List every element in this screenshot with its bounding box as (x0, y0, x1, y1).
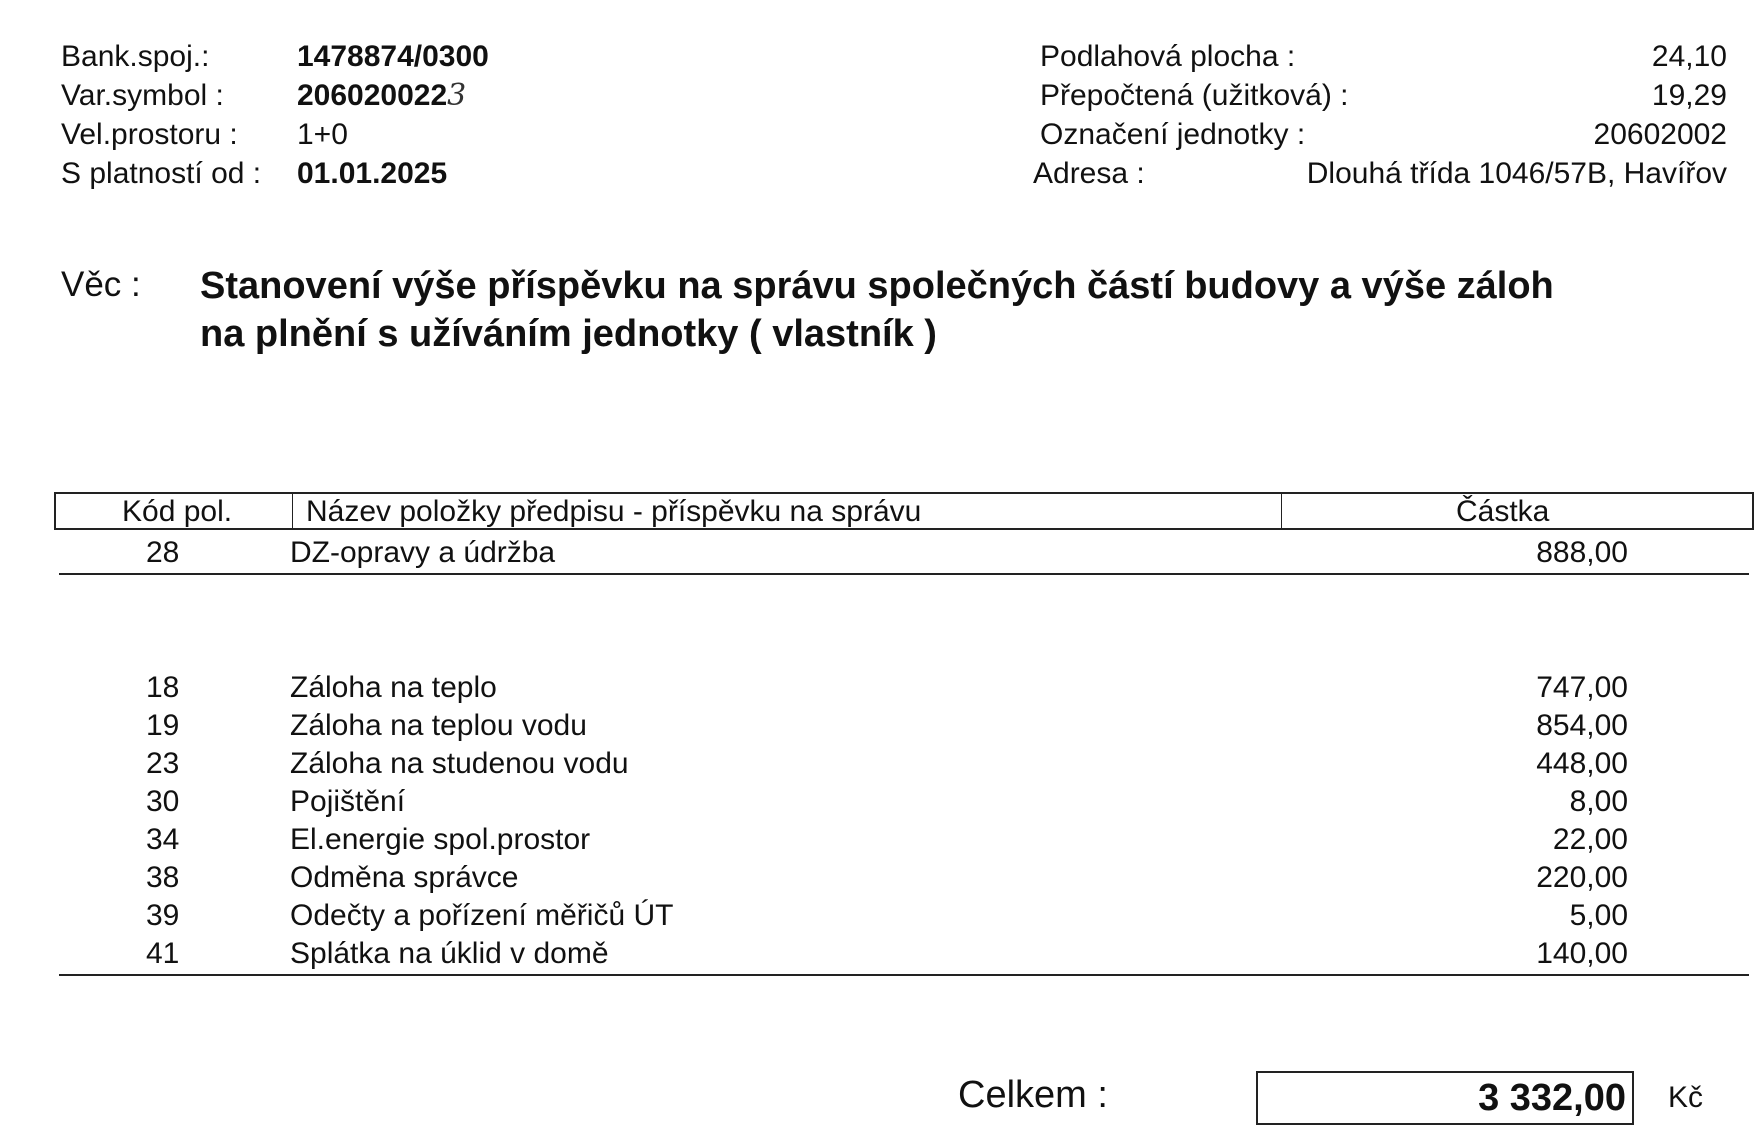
recalculated-area-label: Přepočtená (užitková) : (1040, 79, 1349, 112)
row-amount: 8,00 (1569, 785, 1628, 818)
address-label: Adresa : (1033, 157, 1145, 190)
bank-value: 1478874/0300 (297, 40, 489, 73)
floor-area-value: 24,10 (1651, 40, 1727, 73)
bank-label: Bank.spoj.: (61, 40, 210, 73)
var-symbol-label: Var.symbol : (61, 79, 224, 112)
room-size-value: 1+0 (297, 118, 348, 151)
total-label: Celkem : (958, 1074, 1108, 1116)
col-header-amount: Částka (1456, 495, 1550, 528)
row-amount: 854,00 (1536, 709, 1628, 742)
row-name: Odměna správce (290, 861, 519, 894)
row-amount: 5,00 (1569, 899, 1628, 932)
row-code: 38 (146, 861, 180, 894)
total-box (1256, 1071, 1634, 1125)
row-amount: 448,00 (1536, 747, 1628, 780)
valid-from-value: 01.01.2025 (297, 157, 448, 190)
row-amount: 747,00 (1536, 671, 1628, 704)
row-code: 30 (146, 785, 180, 818)
valid-from-label: S platností od : (61, 157, 262, 190)
row-code: 18 (146, 671, 180, 704)
row-amount: 140,00 (1536, 937, 1628, 970)
subject-line-1: Stanovení výše příspěvku na správu společných částí budovy a výše záloh (200, 265, 1554, 307)
row-name: Záloha na teplo (290, 671, 497, 704)
row-code: 34 (146, 823, 180, 856)
col-divider (1281, 494, 1282, 528)
row-code: 39 (146, 899, 180, 932)
floor-area-label: Podlahová plocha : (1040, 40, 1296, 73)
subject-line-2: na plnění s užíváním jednotky ( vlastník ) (200, 313, 937, 355)
row-name: Pojištění (290, 785, 406, 818)
row-code: 23 (146, 747, 180, 780)
row-name: Záloha na teplou vodu (290, 709, 587, 742)
var-symbol-handwritten-digit: 3 (447, 78, 467, 113)
currency-label: Kč (1668, 1081, 1704, 1114)
row-amount: 22,00 (1552, 823, 1628, 856)
row-name: El.energie spol.prostor (290, 823, 591, 856)
col-divider (292, 494, 293, 528)
unit-id-label: Označení jednotky : (1040, 118, 1306, 151)
divider-line (59, 974, 1749, 976)
row-code: 41 (146, 937, 180, 970)
row-code: 19 (146, 709, 180, 742)
unit-id-value: 20602002 (1593, 118, 1727, 151)
row-code: 28 (146, 536, 180, 569)
var-symbol-digits: 206020022 (297, 79, 448, 112)
col-header-code: Kód pol. (122, 495, 233, 528)
row-name: Záloha na studenou vodu (290, 747, 629, 780)
col-header-name: Název položky předpisu - příspěvku na správu (306, 495, 922, 528)
row-amount: 220,00 (1536, 861, 1628, 894)
table-header (54, 492, 1754, 530)
divider-line (59, 573, 1749, 575)
row-name: DZ-opravy a údržba (290, 536, 556, 569)
row-name: Splátka na úklid v domě (290, 937, 609, 970)
row-name: Odečty a pořízení měřičů ÚT (290, 899, 674, 932)
row-amount: 888,00 (1536, 536, 1628, 569)
var-symbol-value (297, 77, 466, 115)
recalculated-area-value: 19,29 (1651, 79, 1727, 112)
subject-label: Věc : (61, 265, 141, 304)
room-size-label: Vel.prostoru : (61, 118, 238, 151)
total-value: 3 332,00 (1478, 1077, 1626, 1119)
address-value: Dlouhá třída 1046/57B, Havířov (1306, 157, 1727, 190)
